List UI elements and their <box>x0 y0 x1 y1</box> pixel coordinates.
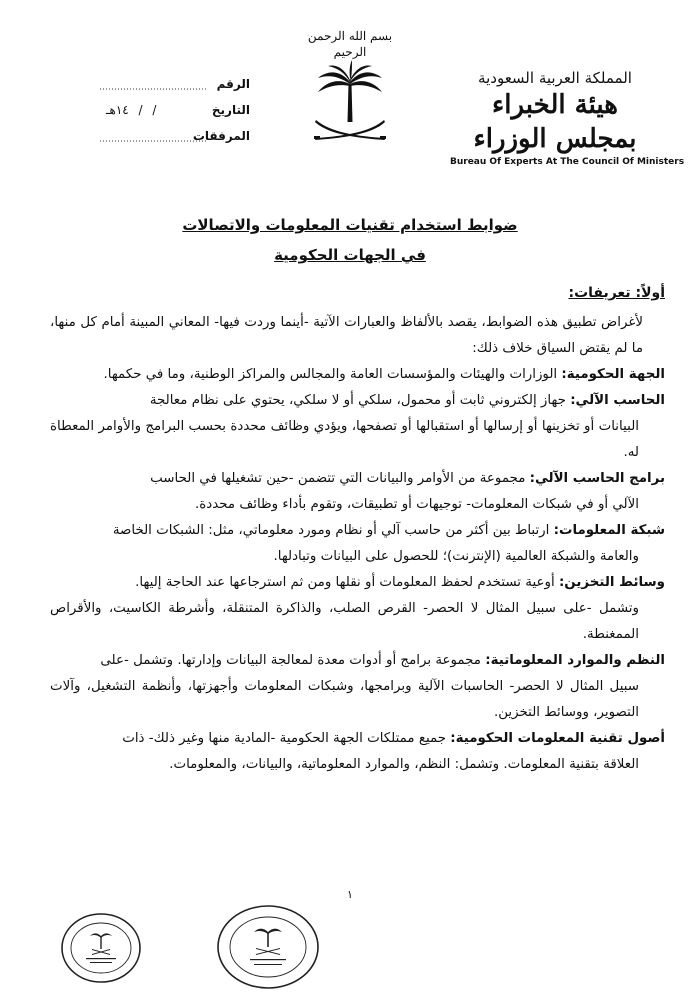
document-subtitle: في الجهات الحكومية <box>274 246 426 264</box>
definition-term: الجهة الحكومية: <box>561 367 665 382</box>
dotted-line <box>100 77 208 91</box>
number-label: الرقم <box>216 77 250 91</box>
dotted-line <box>100 129 208 143</box>
definition-item <box>50 726 665 778</box>
definition-item <box>50 362 665 388</box>
meta-date-row <box>100 100 250 126</box>
kingdom-name: المملكة العربية السعودية <box>478 69 632 87</box>
definition-item <box>50 518 665 570</box>
section-heading: أولاً: تعريفات: <box>568 285 665 301</box>
definition-item <box>50 648 665 726</box>
meta-attachments-row <box>100 126 250 152</box>
emblem-block <box>290 28 410 138</box>
date-label: التاريخ <box>211 103 250 117</box>
definition-term: الحاسب الآلي: <box>570 393 665 408</box>
definition-continuation: وتشمل -على سبيل المثال لا الحصر- القرص الصلب، والذاكرة المتنقلة، وأشرطة الكاسيت، والأقراص الممغنطة. <box>50 601 639 642</box>
bureau-name-english: Bureau Of Experts At The Council Of Ministers <box>450 157 685 167</box>
definition-continuation: سبيل المثال لا الحصر- الحاسبات الآلية وبرامجها، وشبكات المعلومات وأجهزتها، وأنظمة التشغيل، وآلات التصوير، ووسائط التخزين. <box>50 679 639 720</box>
definition-continuation: الآلي أو في شبكات المعلومات- توجيهات أو تطبيقات، وتقوم بأداء وظائف محددة. <box>195 497 639 512</box>
definition-continuation: العلاقة بتقنية المعلومات. وتشمل: النظم، والموارد المعلوماتية، والبيانات، والمعلومات. <box>169 757 639 772</box>
definition-term: برامج الحاسب الآلي: <box>529 471 665 486</box>
definition-term: وسائط التخزين: <box>558 575 665 590</box>
definition-continuation: والعامة والشبكة العالمية (الإنترنت)؛ للحصول على البيانات وتبادلها. <box>273 549 639 564</box>
page-number: ١ <box>347 888 353 901</box>
definition-item <box>50 388 665 466</box>
definition-term: أصول تقنية المعلومات الحكومية: <box>450 731 665 746</box>
definition-text: أوعية تستخدم لحفظ المعلومات أو نقلها ومن ثم استرجاعها عند الحاجة إليها. <box>135 575 559 590</box>
definition-continuation: البيانات أو تخزينها أو إرسالها أو استقبالها أو تصفحها، ويؤدي وظائف محددة بحسب البرامج والأوامر المعطاة له. <box>50 419 639 460</box>
definition-term: شبكة المعلومات: <box>553 523 665 538</box>
definition-text: جميع ممتلكات الجهة الحكومية -المادية منها وغير ذلك- ذات <box>122 731 451 746</box>
definition-term: النظم والموارد المعلوماتية: <box>485 653 665 668</box>
document-meta <box>100 74 250 152</box>
attachments-label: المرفقات <box>192 129 250 143</box>
document-title: ضوابط استخدام تقنيات المعلومات والاتصالات <box>182 216 518 234</box>
definition-text: الوزارات والهيئات والمؤسسات العامة والمجالس والمراكز الوطنية، وما في حكمها. <box>103 367 562 382</box>
definition-text: ارتباط بين أكثر من حاسب آلي أو نظام ومورد معلوماتي، مثل: الشبكات الخاصة <box>112 523 554 538</box>
palm-and-swords-emblem-icon <box>310 60 390 148</box>
definition-text: جهاز إلكتروني ثابت أو محمول، سلكي أو لا سلكي، يحتوي على نظام معالجة <box>149 393 571 408</box>
definition-text: مجموعة من الأوامر والبيانات التي تتضمن -حين تشغيلها في الحاسب <box>150 471 530 486</box>
bureau-name-arabic: هيئة الخبراء بمجلس الوزراء <box>473 90 637 154</box>
intro-paragraph: لأغراض تطبيق هذه الضوابط، يقصد بالألفاظ والعبارات الآتية -أينما وردت فيها- المعاني المبينة أمام كل منها، ما لم يقتض السياق خلاف ذلك: <box>50 315 643 356</box>
basmala: بسم الله الرحمن الرحيم <box>307 29 393 59</box>
date-value: / / ١٤هـ <box>106 103 157 117</box>
definition-item <box>50 466 665 518</box>
letterhead <box>450 68 685 168</box>
definition-item <box>50 570 665 648</box>
document-body <box>50 280 665 778</box>
meta-number-row <box>100 74 250 100</box>
definition-text: مجموعة برامج أو أدوات معدة لمعالجة البيانات وإدارتها. وتشمل -على <box>100 653 486 668</box>
official-stamp-left <box>60 912 142 984</box>
official-stamp-right <box>216 904 320 990</box>
